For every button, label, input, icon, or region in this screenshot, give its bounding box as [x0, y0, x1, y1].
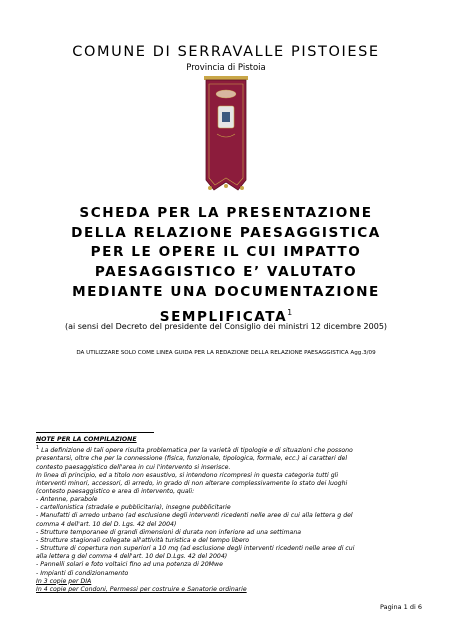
- banner-tassel-center: [224, 184, 228, 188]
- note-line: - Manufatti di arredo urbano (ad esclusione degli interventi ricedenti nelle aree di cui alla lettera g del: [36, 512, 353, 520]
- page-number: Pagina 1 di 6: [379, 603, 422, 611]
- note-line: (contesto paesaggistico e area di intervento, quali:: [36, 488, 195, 495]
- note-line: - cartellonistica (stradale e pubblicitaria), insegne pubblicitarie: [36, 504, 231, 512]
- footnote-divider: [36, 432, 154, 433]
- note-line: contesto paesaggistico dell'area in cui l'intervento si inserisce.: [36, 463, 231, 471]
- note-line: - Strutture stagionali collegate all'attività turistica e del tempo libero: [36, 536, 250, 544]
- decree-reference: (ai sensi del Decreto del presidente del Consiglio dei ministri 12 dicembre 2005): [64, 322, 388, 331]
- note-line: interventi minori, accessori, di arredo, in grado di non alterare complessivamente lo stato dei luoghi: [36, 479, 348, 487]
- banner-cartouche: [216, 90, 236, 98]
- banner-tassel-left: [208, 186, 212, 190]
- banner-rod: [204, 76, 248, 80]
- province-subtitle: Provincia di Pistoia: [186, 63, 266, 73]
- title-line: DELLA RELAZIONE PAESAGGISTICA: [71, 224, 381, 241]
- note-line-underlined: In 3 copie per DIA: [36, 577, 92, 585]
- note-footnote-mark: 1: [36, 445, 40, 452]
- note-line: - Strutture temporanee di grandi dimensioni di durata non inferiore ad una settimana: [36, 528, 302, 536]
- note-line: - Impianti di condizionamento: [36, 569, 129, 577]
- note-line: alla lettera g del comma 4 dell'art. 10 del D.Lgs. 42 del 2004): [36, 553, 228, 561]
- title-line: MEDIANTE UNA DOCUMENTAZIONE: [72, 283, 380, 300]
- coat-of-arms-field: [222, 112, 230, 122]
- note-line: - Strutture di copertura non superiori a 10 mq (ad esclusione degli interventi ricedenti nelle aree di cui: [36, 545, 355, 553]
- note-line: comma 4 dell'art. 10 del D. Lgs. 42 del 2004): [36, 520, 177, 528]
- notes-heading: NOTE PER LA COMPILAZIONE: [36, 436, 137, 443]
- note-line: [36, 444, 422, 455]
- gonfalon-banner-icon: [203, 76, 249, 196]
- title-line: SCHEDA PER LA PRESENTAZIONE: [79, 205, 373, 221]
- title-line: SEMPLIFICATA: [159, 308, 288, 325]
- footnote-notes: [36, 436, 422, 594]
- banner-tassel-right: [240, 186, 244, 190]
- title-line: PER LE OPERE IL CUI IMPATTO: [90, 244, 362, 261]
- title-line: PAESAGGISTICO E’ VALUTATO: [94, 264, 358, 281]
- form-title: [30, 204, 422, 327]
- note-text: La definizione di tali opere risulta problematica per la varietà di tipologie e di situazioni che possono: [39, 447, 353, 455]
- note-line: - Pannelli solari e foto voltaici fino ad una potenza di 20Mwe: [36, 561, 223, 569]
- note-line: - Antenne, parabole: [36, 496, 98, 504]
- note-line: presentarsi, oltre che per la connessione (fisica, funzionale, tipologica, formale, ecc.) ai caratteri del: [36, 455, 348, 463]
- municipality-title: COMUNE DI SERRAVALLE PISTOIESE: [72, 44, 380, 60]
- guideline-note: DA UTILIZZARE SOLO COME LINEA GUIDA PER LA REDAZIONE DELLA RELAZIONE PAESAGGISTICA Agg.3/09: [76, 350, 376, 356]
- footnote-reference: 1: [287, 307, 293, 317]
- note-line: In linea di principio, ed a titolo non esaustivo, si intendono ricompresi in questa categoria tutti gli: [36, 471, 339, 479]
- note-line-underlined: In 4 copie per Condoni, Permessi per costruire e Sanatorie ordinarie: [36, 585, 247, 593]
